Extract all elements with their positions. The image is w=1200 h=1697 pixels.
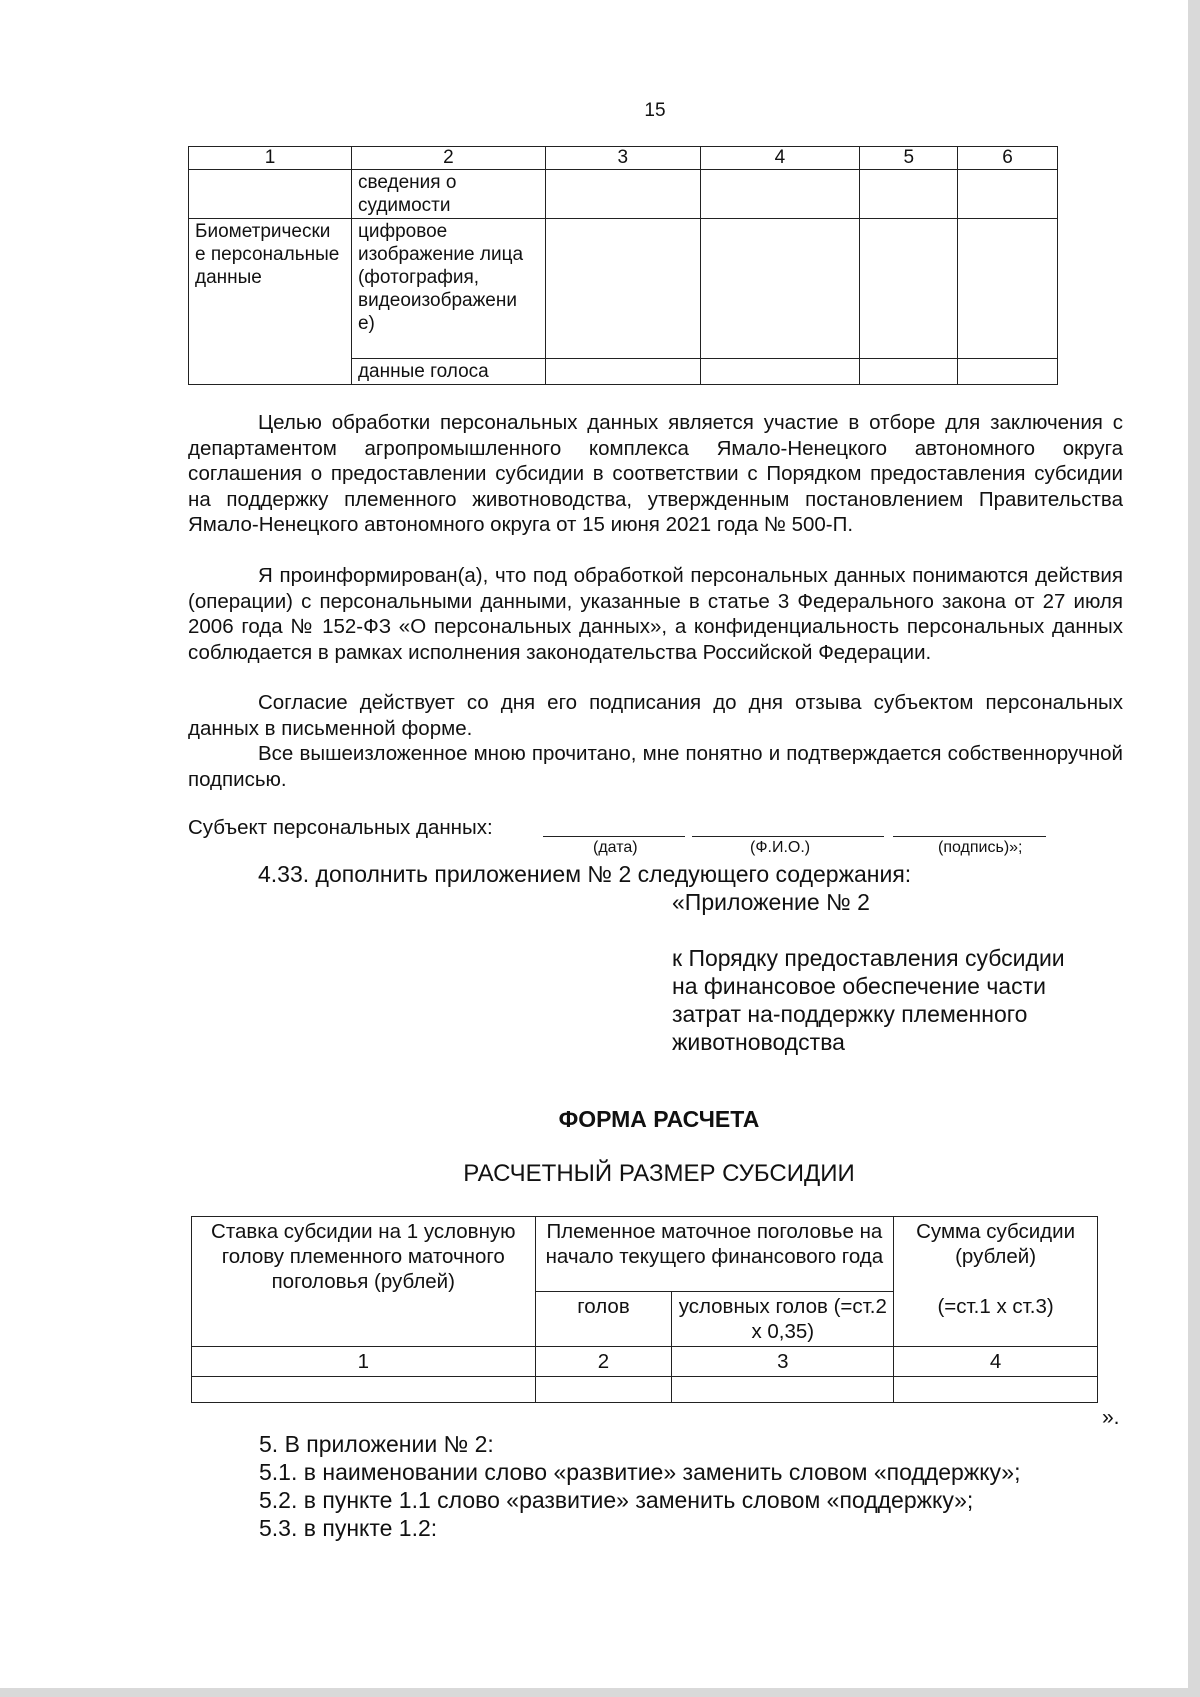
date-line <box>543 836 685 837</box>
subject-label: Субъект персональных данных: <box>188 816 493 839</box>
column-number: 1 <box>192 1347 536 1377</box>
column-number-row <box>192 1347 1098 1377</box>
signature-line <box>893 836 1046 837</box>
column-number: 1 <box>189 147 352 170</box>
column-number: 2 <box>351 147 545 170</box>
column-number: 4 <box>700 147 860 170</box>
subsidy-calculation-table <box>191 1216 1098 1403</box>
column-number: 4 <box>894 1347 1098 1377</box>
form-title: ФОРМА РАСЧЕТА <box>558 1106 760 1132</box>
amount-header: Сумма субсидии (рублей) <box>894 1217 1098 1292</box>
column-number: 5 <box>860 147 958 170</box>
column-number: 2 <box>535 1347 672 1377</box>
list-item: 5. В приложении № 2: <box>259 1431 494 1457</box>
table-cell: цифровое изображение лица (фотография, видеоизображени е) <box>351 219 545 359</box>
biometric-category-cell: Биометрически е персональные данные <box>189 219 352 385</box>
table-row <box>189 219 1058 359</box>
paragraph: Я проинформирован(а), что под обработкой персональных данных понимаются действия (операции) с персональными данными, указанные в статье 3 Федерального закона от 27 июля 2006 года № 152-ФЗ «О персональных данных», а конфиденциальность персональных данных соблюдается в рамках исполнения законодательства Российской Федерации. <box>188 564 1123 664</box>
rate-header: Ставка субсидии на 1 условную голову племенного маточного поголовья (рублей) <box>192 1217 536 1347</box>
signature-caption: (подпись)»; <box>938 839 1023 856</box>
livestock-group-header: Племенное маточное поголовье на начало текущего финансового года <box>535 1217 894 1292</box>
conditional-heads-header: условных голов (=ст.2 x 0,35) <box>672 1292 894 1347</box>
list-item: 5.3. в пункте 1.2: <box>259 1515 438 1541</box>
paragraph: Целью обработки персональных данных является участие в отборе для заключения с департаментом агропромышленного комплекса Ямало-Ненецкого автономного округа соглашения о предоставлении субсидии в соответствии с Порядком предоставления субсидии на поддержку племенного животноводства, утвержденным постановлением Правительства Ямало-Ненецкого автономного округа от 15 июня 2021 года № 500-П. <box>188 411 1123 536</box>
date-caption: (дата) <box>593 839 638 856</box>
table-header-row <box>192 1217 1098 1292</box>
table-row <box>189 170 1058 219</box>
amendment-433: 4.33. дополнить приложением № 2 следующего содержания: <box>258 861 912 887</box>
table-cell <box>189 170 352 219</box>
heads-header: голов <box>535 1292 672 1347</box>
table-header-row <box>189 147 1058 170</box>
page-number: 15 <box>644 100 666 121</box>
table-cell: сведения о судимости <box>351 170 545 219</box>
column-number: 3 <box>672 1347 894 1377</box>
paragraph: Согласие действует со дня его подписания до дня отзыва субъектом персональных данных в письменной форме. <box>188 691 1123 740</box>
appendix-line: к Порядку предоставления субсидии <box>672 945 1065 971</box>
closing-quote: ». <box>1102 1406 1120 1429</box>
column-number: 6 <box>958 147 1058 170</box>
appendix-line: затрат на-поддержку племенного <box>672 1001 1028 1027</box>
personal-data-table <box>188 146 1058 385</box>
empty-data-row <box>192 1377 1098 1403</box>
column-number: 3 <box>545 147 700 170</box>
appendix-line: на финансовое обеспечение части <box>672 973 1046 999</box>
list-item: 5.1. в наименовании слово «развитие» заменить словом «поддержку»; <box>259 1459 1021 1485</box>
appendix-line: животноводства <box>672 1029 845 1055</box>
appendix-title: «Приложение № 2 <box>672 889 870 915</box>
list-item: 5.2. в пункте 1.1 слово «развитие» заменить словом «поддержку»; <box>259 1487 974 1513</box>
fio-line <box>692 836 884 837</box>
form-subtitle: РАСЧЕТНЫЙ РАЗМЕР СУБСИДИИ <box>463 1160 855 1187</box>
amount-formula: (=ст.1 x ст.3) <box>894 1292 1098 1347</box>
paragraph: Все вышеизложенное мною прочитано, мне понятно и подтверждается собственноручной подписью. <box>188 742 1123 791</box>
table-cell: данные голоса <box>351 359 545 385</box>
fio-caption: (Ф.И.О.) <box>750 839 811 856</box>
